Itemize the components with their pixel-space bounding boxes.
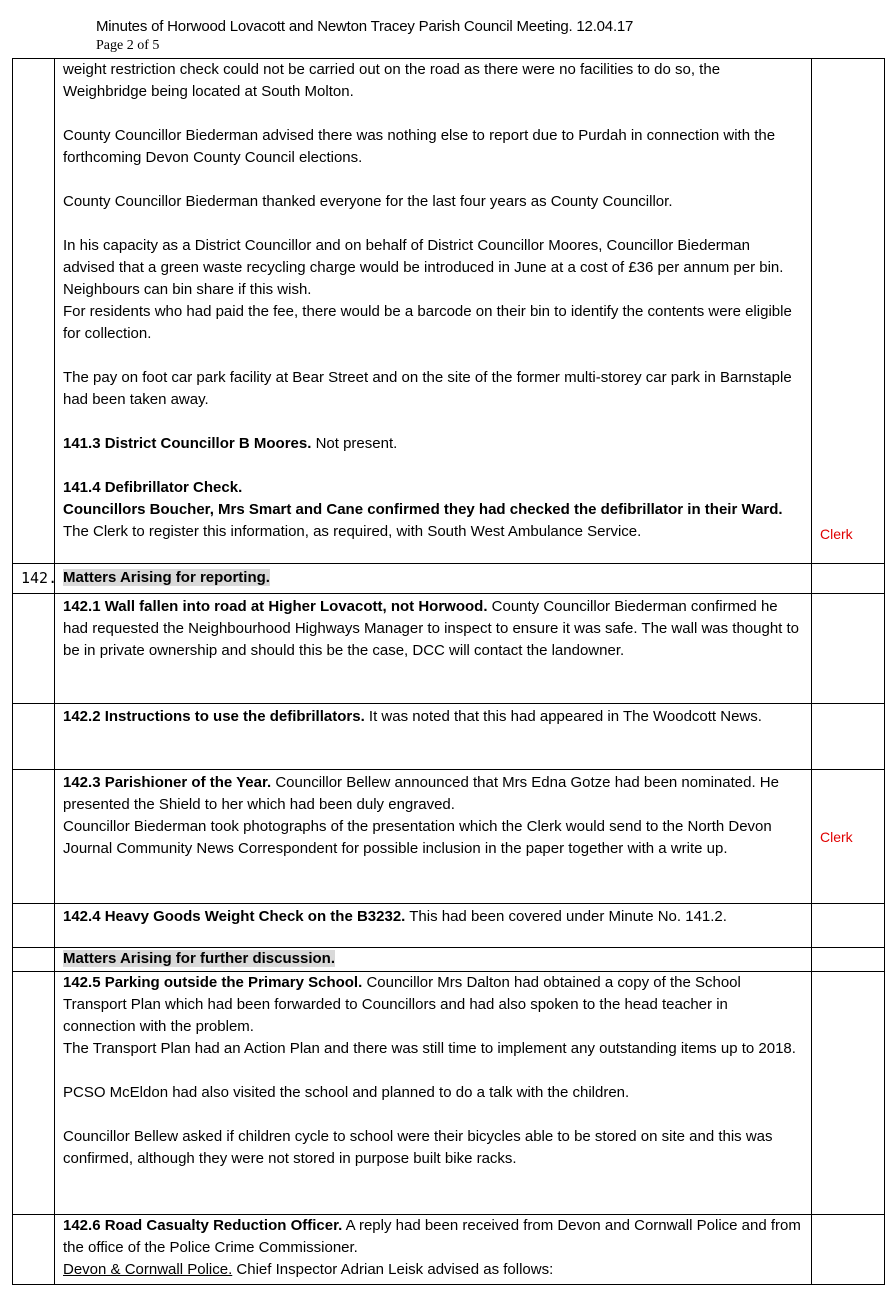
paragraph: The Transport Plan had an Action Plan and there was still time to implement any outstanding items up to 2018. xyxy=(63,1040,796,1057)
item-heading: 142.1 Wall fallen into road at Higher Lovacott, not Horwood. xyxy=(63,598,488,615)
minutes-table xyxy=(12,58,885,1285)
item-text: The Clerk to register this information, as required, with South West Ambulance Service. xyxy=(63,523,642,540)
item-text: This had been covered under Minute No. 141.2. xyxy=(405,908,727,925)
page-number: Page 2 of 5 xyxy=(96,38,160,53)
paragraph: County Councillor Biederman advised there was nothing else to report due to Purdah in connection with the forthcoming Devon County Council elections. xyxy=(63,127,776,166)
minute-number-cell xyxy=(13,948,55,972)
item-heading: 141.4 Defibrillator Check. xyxy=(63,479,243,496)
item-text: County Councillor Biederman confirmed he had requested the Neighbourhood Highways Manager to inspect to ensure it was safe. The wall was thought to be in private ownership and should this be the case, DCC will contact the landowner. xyxy=(63,598,800,659)
minute-body-cell xyxy=(55,904,812,948)
action-cell xyxy=(812,59,885,564)
item-text: A reply had been received from Devon and Cornwall Police and from the office of the Police Crime Commissioner. xyxy=(63,1217,801,1256)
item-heading: 142.2 Instructions to use the defibrillators. xyxy=(63,708,365,725)
minute-number: 142. xyxy=(13,564,55,594)
minute-number-cell xyxy=(13,1215,55,1285)
minute-row-142-5 xyxy=(13,972,885,1215)
minute-body-cell xyxy=(55,594,812,704)
minute-number-cell xyxy=(13,904,55,948)
paragraph xyxy=(63,499,803,543)
paragraph: weight restriction check could not be carried out on the road as there were no facilities to do so, the Weighbridge being located at South Molton. xyxy=(63,61,721,100)
paragraph: Councillor Biederman took photographs of the presentation which the Clerk would send to the North Devon Journal Community News Correspondent for possible inclusion in the paper together with a write up. xyxy=(63,818,772,857)
minute-row-142-6 xyxy=(13,1215,885,1285)
underlined-text: Devon & Cornwall Police. xyxy=(63,1261,233,1278)
paragraph: The pay on foot car park facility at Bear Street and on the site of the former multi-storey car park in Barnstaple had been taken away. xyxy=(63,369,792,408)
minute-row-141-continued xyxy=(13,59,885,564)
item-heading: 142.6 Road Casualty Reduction Officer. xyxy=(63,1217,343,1234)
item-text: It was noted that this had appeared in The Woodcott News. xyxy=(364,708,762,725)
paragraph xyxy=(63,433,803,455)
minute-body-cell xyxy=(55,704,812,770)
action-cell xyxy=(812,904,885,948)
item-text: Chief Inspector Adrian Leisk advised as follows: xyxy=(232,1261,554,1278)
action-cell xyxy=(812,594,885,704)
section-heading-cell xyxy=(55,564,812,594)
minute-row-142-1 xyxy=(13,594,885,704)
item-text: Councillor Bellew announced that Mrs Edna Gotze had been nominated. He presented the Shield to her which had been duly engraved. xyxy=(63,774,779,813)
minute-number-cell xyxy=(13,594,55,704)
minute-body-cell xyxy=(55,770,812,904)
item-heading: 141.3 District Councillor B Moores. xyxy=(63,435,312,452)
section-heading: Matters Arising for further discussion. xyxy=(63,950,335,967)
section-heading: Matters Arising for reporting. xyxy=(63,569,270,586)
paragraph: For residents who had paid the fee, there would be a barcode on their bin to identify the contents were eligible for collection. xyxy=(63,303,792,342)
item-heading: 142.4 Heavy Goods Weight Check on the B3232. xyxy=(63,908,406,925)
paragraph: County Councillor Biederman thanked everyone for the last four years as County Councillor. xyxy=(63,193,673,210)
minute-row-further-discussion xyxy=(13,948,885,972)
minute-number-cell xyxy=(13,59,55,564)
minute-number-cell xyxy=(13,704,55,770)
action-cell xyxy=(812,704,885,770)
minute-row-142-3 xyxy=(13,770,885,904)
action-cell xyxy=(812,972,885,1215)
item-text: Not present. xyxy=(311,435,398,452)
action-cell xyxy=(812,564,885,594)
bold-text: Councillors Boucher, Mrs Smart and Cane confirmed they had checked the defibrillator in their Ward. xyxy=(63,501,783,518)
action-cell xyxy=(812,770,885,904)
action-cell xyxy=(812,1215,885,1285)
action-label: Clerk xyxy=(820,526,853,542)
minute-row-142 xyxy=(13,564,885,594)
action-label: Clerk xyxy=(820,828,853,845)
minute-row-142-4 xyxy=(13,904,885,948)
paragraph: Councillor Bellew asked if children cycle to school were their bicycles able to be stored on site and this was confirmed, although they were not stored in purpose built bike racks. xyxy=(63,1128,773,1167)
minute-body-cell xyxy=(55,1215,812,1285)
item-heading: 142.3 Parishioner of the Year. xyxy=(63,774,272,791)
paragraph: PCSO McEldon had also visited the school and planned to do a talk with the children. xyxy=(63,1084,630,1101)
minute-body-cell xyxy=(55,59,812,564)
minute-number-cell xyxy=(13,972,55,1215)
action-cell xyxy=(812,948,885,972)
minute-number-cell xyxy=(13,770,55,904)
item-text: Councillor Mrs Dalton had obtained a copy of the School Transport Plan which had been forwarded to Councillors and had also spoken to the head teacher in connection with the problem. xyxy=(63,974,741,1035)
section-heading-cell xyxy=(55,948,812,972)
paragraph: In his capacity as a District Councillor and on behalf of District Councillor Moores, Councillor Biederman advised that a green waste recycling charge would be introduced in June at a cost of £36 per annum per bin. Neighbours can bin share if this wish. xyxy=(63,237,784,298)
minute-row-142-2 xyxy=(13,704,885,770)
document-header-title: Minutes of Horwood Lovacott and Newton Tracey Parish Council Meeting. 12.04.17 xyxy=(96,18,634,35)
item-heading: 142.5 Parking outside the Primary School. xyxy=(63,974,363,991)
minute-body-cell xyxy=(55,972,812,1215)
